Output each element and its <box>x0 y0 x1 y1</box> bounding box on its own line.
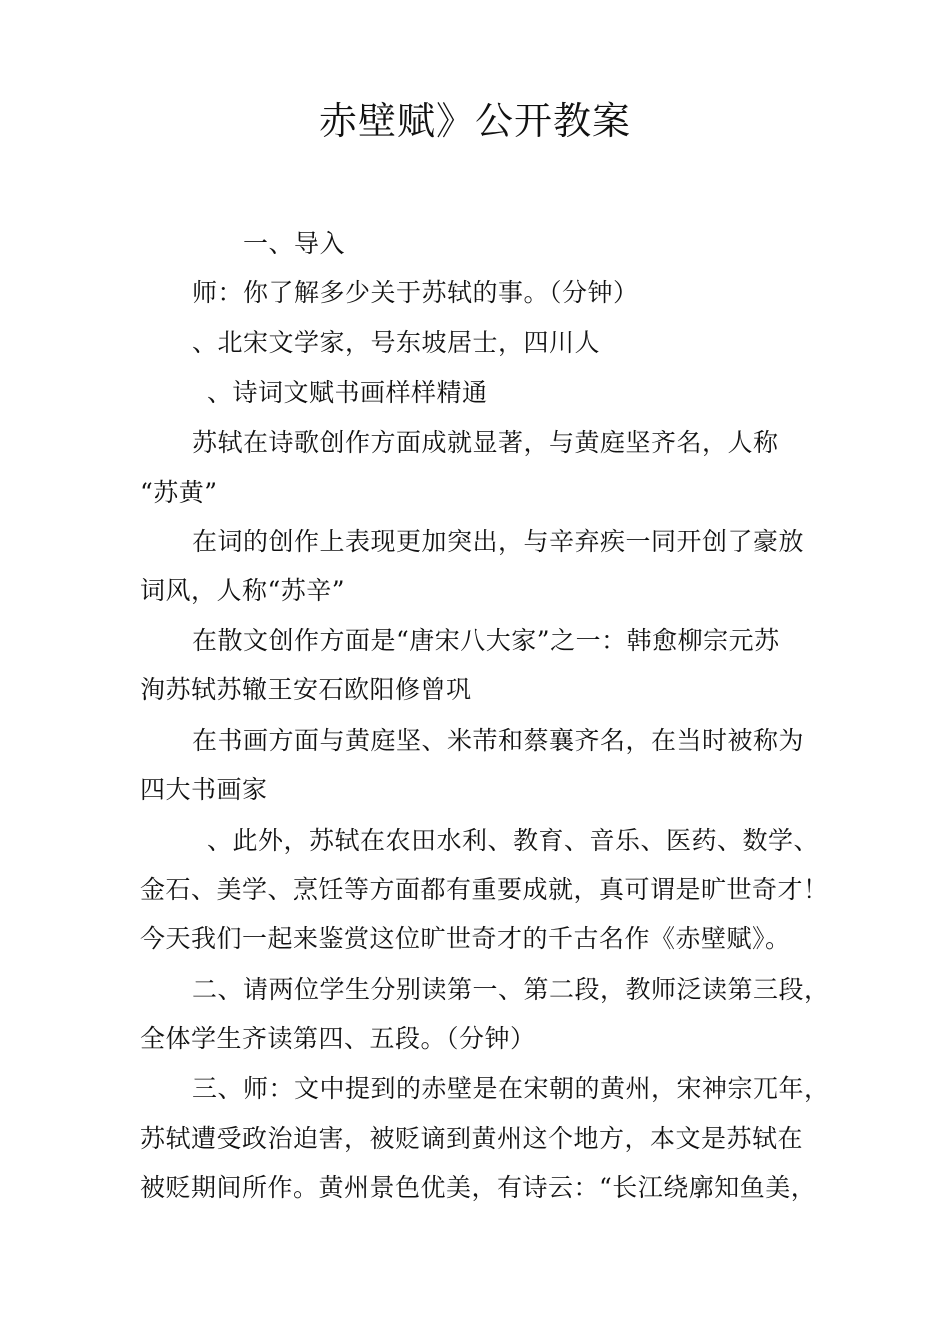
paragraph-line: 、此外，苏轼在农田水利、教育、音乐、医药、数学、 <box>207 826 820 855</box>
paragraph-line: 在书画方面与黄庭坚、米芾和蔡襄齐名，在当时被称为 <box>192 726 805 755</box>
paragraph-line: 今天我们一起来鉴赏这位旷世奇才的千古名作《赤壁赋》。 <box>140 924 791 953</box>
paragraph-line: 四大书画家 <box>140 775 268 804</box>
paragraph-line: 师：你了解多少关于苏轼的事。（分钟） <box>192 278 639 307</box>
paragraph-line: 被贬期间所作。黄州景色优美，有诗云：“长江绕廓知鱼美， <box>140 1173 817 1202</box>
section-heading-background: 三、师：文中提到的赤壁是在宋朝的黄州，宋神宗兀年， <box>192 1074 830 1103</box>
paragraph-line: 词风，人称“苏辛” <box>140 576 346 605</box>
paragraph-line: 在词的创作上表现更加突出，与辛弃疾一同开创了豪放 <box>192 527 805 556</box>
document-title: 赤壁赋》公开教案 <box>318 99 631 143</box>
paragraph-line: 金石、美学、烹饪等方面都有重要成就，真可谓是旷世奇才！ <box>140 875 829 904</box>
paragraph-line: 、诗词文赋书画样样精通 <box>207 378 488 407</box>
paragraph-line: 洵苏轼苏辙王安石欧阳修曾巩 <box>140 675 472 704</box>
paragraph-line: 全体学生齐读第四、五段。（分钟） <box>140 1024 536 1053</box>
paragraph-line: 在散文创作方面是“唐宋八大家”之一：韩愈柳宗元苏 <box>192 626 780 655</box>
section-heading-reading: 二、请两位学生分别读第一、第二段，教师泛读第三段， <box>192 975 830 1004</box>
paragraph-line: “苏黄” <box>140 478 218 507</box>
paragraph-line: 苏轼遭受政治迫害，被贬谪到黄州这个地方，本文是苏轼在 <box>140 1124 804 1153</box>
paragraph-line: 苏轼在诗歌创作方面成就显著，与黄庭坚齐名，人称 <box>192 428 779 457</box>
section-heading-intro: 一、导入 <box>243 229 346 258</box>
paragraph-line: 、北宋文学家，号东坡居士，四川人 <box>192 328 601 357</box>
